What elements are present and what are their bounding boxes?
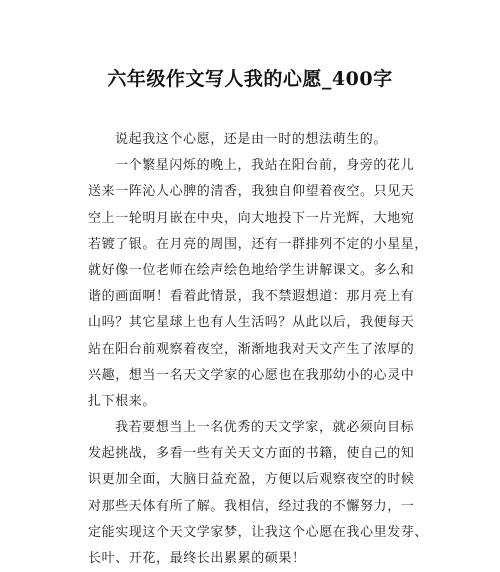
document-title: 六年级作文写人我的心愿_400字 <box>107 68 393 90</box>
text-line: 我若要想当上一名优秀的天文学家，就必须向目标 <box>115 420 415 436</box>
text-line: 长叶、开花，最终长出累累的硕果！ <box>88 551 306 566</box>
text-line: 谐的画面啊！看着此情景，我不禁遐想道：那月亮上有 <box>88 289 415 305</box>
text-line: 若镀了银。在月亮的周围，还有一群排列不定的小星星， <box>88 236 429 252</box>
text-line: 送来一阵沁人心脾的清香，我独自仰望着夜空。只见天 <box>88 184 415 200</box>
text-line: 空上一轮明月嵌在中央，向大地投下一片光辉，大地宛 <box>88 210 415 226</box>
text-line: 对那些天体有所了解。我相信，经过我的不懈努力，一 <box>88 498 415 514</box>
text-line: 山吗？其它星球上也有人生活吗？从此以后，我便每天 <box>88 315 415 331</box>
text-line: 一个繁星闪烁的晚上，我站在阳台前，身旁的花儿 <box>115 158 415 174</box>
text-line: 说起我这个心愿，还是由一时的想法萌生的。 <box>115 132 388 147</box>
text-line: 定能实现这个天文学家梦，让我这个心愿在我心里发芽、 <box>88 524 429 540</box>
text-line: 就好像一位老师在绘声绘色地给学生讲解课文。多么和 <box>88 262 415 278</box>
text-line: 发起挑战，多看一些有关天文方面的书籍，使自己的知 <box>88 446 415 462</box>
text-line: 站在阳台前观察着夜空，渐渐地我对天文产生了浓厚的 <box>88 341 415 357</box>
text-line: 识更加全面，大脑日益充盈，方便以后观察夜空的时候 <box>88 472 415 488</box>
text-line: 扎下根来。 <box>88 393 157 409</box>
text-line: 兴趣，想当一名天文学家的心愿也在我那幼小的心灵中 <box>88 367 415 383</box>
document-body <box>88 127 429 572</box>
